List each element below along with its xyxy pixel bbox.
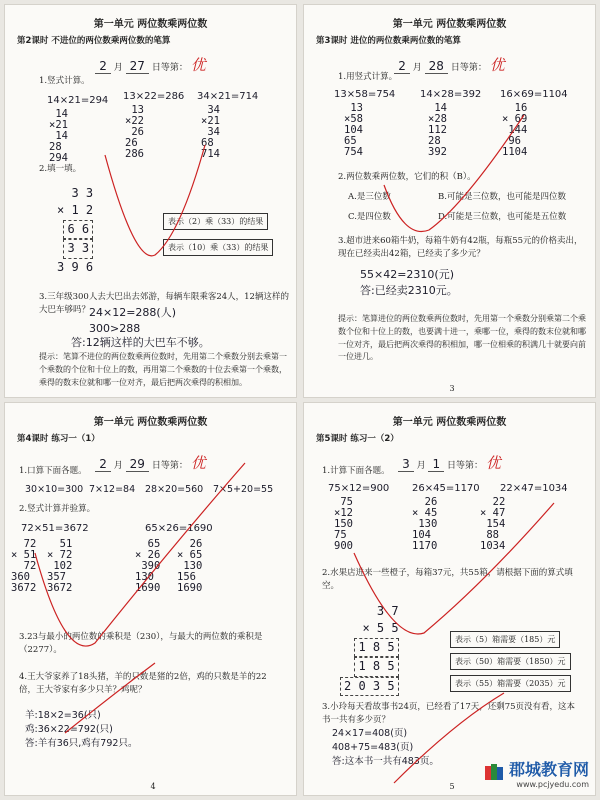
question-3: 3.23与最小的两位数的乘积是（230），与最大的两位数的乘积是（2277）。 <box>19 632 263 655</box>
equation-3: 22×47=1034 <box>500 483 568 494</box>
date-line: 3 月 1 日等第： 优 <box>304 452 595 473</box>
explain-box-2: 表示（50）箱需要（1850）元 <box>450 653 571 670</box>
lesson-title: 第4课时 练习一（1） <box>17 434 100 444</box>
answer-3-line-2: 300>288 <box>89 322 141 335</box>
worksheet-page-2 <box>4 4 297 398</box>
date-line: 2 月 27 日等第： 优 <box>5 54 296 75</box>
vertical-calc-3: 34 ×21 34 68 714 <box>201 104 220 161</box>
date-month: 3 <box>398 457 414 472</box>
vertical-calc-3: 16 × 69 144 96 1104 <box>502 102 528 159</box>
date-day: 29 <box>126 457 149 472</box>
equation-1: 13×58=754 <box>334 89 396 100</box>
worksheet-page-3 <box>303 4 596 398</box>
oral-2: 7×12=84 <box>89 484 136 495</box>
mul-factor: × 5 5 <box>362 621 399 636</box>
date-month: 2 <box>95 457 111 472</box>
equation-2: 65×26=1690 <box>145 523 213 534</box>
option-b: B.可能是三位数，也可能是四位数 <box>438 192 566 202</box>
question-2: 2.两位数乘两位数，它们的积（B）。 <box>338 172 476 182</box>
answer-3-line-1: 55×42=2310(元) <box>360 268 455 281</box>
grade-mark: 优 <box>489 56 505 74</box>
unit-title: 第一单元 两位数乘两位数 <box>392 417 507 428</box>
date-day: 28 <box>425 59 448 74</box>
partial-product-1: 6 6 <box>63 220 93 239</box>
mul-result: 2 0 3 5 <box>340 677 399 696</box>
answer-4-line-3: 答:羊有36只,鸡有792只。 <box>25 738 138 749</box>
date-suffix: 日等第： <box>151 63 188 73</box>
answer-4-line-2: 鸡:36×22=792(只) <box>25 724 113 735</box>
worksheet-page-4 <box>4 402 297 796</box>
equation-2: 26×45=1170 <box>412 483 480 494</box>
equation-2: 13×22=286 <box>123 91 185 102</box>
date-suffix: 日等第： <box>151 461 188 471</box>
mul-top: 3 7 <box>376 604 399 618</box>
grade-mark: 优 <box>190 56 206 74</box>
equation-2: 14×28=392 <box>420 89 482 100</box>
option-a: A.是三位数 <box>348 192 391 202</box>
date-line: 2 月 28 日等第： 优 <box>304 54 595 75</box>
vertical-calc-2: 65 × 26 390 130 1690 <box>135 538 161 595</box>
answer-4-line-1: 羊:18×2=36(只) <box>25 710 101 721</box>
unit-title: 第一单元 两位数乘两位数 <box>392 19 507 30</box>
hint-text: 提示：笔算进位的两位数乘两位数时，先用第一个乘数分别乘第二个乘数个位和十位上的数，也要满十进一，乘哪一位，乘得的数末位就和哪一位对齐，最后把两次乘得的积相加，哪一位相乘的积满几十就要向前一位进几。 <box>338 314 586 362</box>
books-logo-icon <box>485 764 503 780</box>
fill-multiplication <box>57 185 93 276</box>
explain-box-2: 表示（10）乘（33）的结果 <box>163 239 273 256</box>
answer-3-line-1: 24×12=288(人) <box>89 306 177 319</box>
equation-1: 14×21=294 <box>47 95 109 106</box>
question-1: 1.竖式计算。 <box>39 76 90 86</box>
unit-title: 第一单元 两位数乘两位数 <box>93 19 208 30</box>
option-c: C.是四位数 <box>348 212 391 222</box>
option-d: D.可能是三位数，也可能是五位数 <box>438 212 567 222</box>
date-day: 1 <box>428 457 444 472</box>
equation-3: 34×21=714 <box>197 91 259 102</box>
question-1: 1.用竖式计算。 <box>338 72 398 82</box>
vertical-calc-1: 75 ×12 150 75 900 <box>334 496 353 553</box>
lesson-title: 第5课时 练习一（2） <box>316 434 399 444</box>
oral-1: 30×10=300 <box>25 484 84 495</box>
mul-result: 3 9 6 <box>57 259 94 274</box>
watermark-url: www.pcjyedu.com <box>516 780 589 789</box>
question-2: 2.竖式计算并验算。 <box>19 504 96 514</box>
check-calc-1: 51 × 72 102 357 3672 <box>47 538 73 595</box>
grade-mark: 优 <box>485 454 501 472</box>
date-day: 27 <box>126 59 149 74</box>
site-watermark <box>485 757 589 790</box>
question-2: 2.水果店进来一些橙子，每箱37元，共55箱，请根据下面的算式填空。 <box>322 568 573 591</box>
lesson-title: 第3课时 进位的两位数乘两位数的笔算 <box>316 36 461 46</box>
partial-product-2: 1 8 5 <box>354 657 398 676</box>
date-month: 2 <box>394 59 410 74</box>
oral-4: 7×5+20=55 <box>213 484 274 495</box>
fill-multiplication <box>340 603 399 696</box>
question-4: 4.王大爷家养了18头猪，羊的只数是猪的2倍，鸡的只数是羊的22倍，王大爷家有多少只羊？鸡呢？ <box>19 672 267 695</box>
explain-box-3: 表示（55）箱需要（2035）元 <box>450 675 571 692</box>
answer-3-line-3: 答:这本书一共有483页。 <box>332 756 439 767</box>
question-2: 2.填一填。 <box>39 164 82 174</box>
vertical-calc-2: 26 × 45 130 104 1170 <box>412 496 438 553</box>
page-number: 5 <box>449 782 455 791</box>
answer-3-line-2: 408+75=483(页) <box>332 742 414 753</box>
question-1: 1.计算下面各题。 <box>322 466 390 476</box>
answer-3-line-3: 答:12辆这样的大巴车不够。 <box>71 336 210 349</box>
page-number: 3 <box>449 384 455 393</box>
question-1: 1.口算下面各题。 <box>19 466 87 476</box>
answer-3-line-1: 24×17=408(页) <box>332 728 408 739</box>
vertical-calc-1: 72 × 51 72 360 3672 <box>11 538 37 595</box>
vertical-calc-1: 13 ×58 104 65 754 <box>344 102 363 159</box>
question-3: 3.三年级300人去大巴出去郊游，每辆车限乘客24人，12辆这样的大巴车够吗？ <box>39 292 289 315</box>
lesson-title: 第2课时 不进位的两位数乘两位数的笔算 <box>17 36 171 46</box>
equation-3: 16×69=1104 <box>500 89 568 100</box>
explain-box-1: 表示（5）箱需要（185）元 <box>450 631 560 648</box>
vertical-calc-1: 14 ×21 14 28 294 <box>49 108 68 165</box>
worksheet-page-5 <box>303 402 596 796</box>
check-calc-2: 26 × 65 130 156 1690 <box>177 538 203 595</box>
answer-3-line-2: 答:已经卖2310元。 <box>360 284 458 297</box>
partial-product-1: 1 8 5 <box>354 638 398 657</box>
watermark-title: 郡城教育网 <box>508 759 589 779</box>
unit-title: 第一单元 两位数乘两位数 <box>93 417 208 428</box>
partial-product-2: 3 3 <box>63 239 93 258</box>
mul-top: 3 3 <box>71 186 94 200</box>
date-suffix: 日等第： <box>446 461 483 471</box>
vertical-calc-2: 14 ×28 112 28 392 <box>428 102 447 159</box>
mul-factor: × 1 2 <box>57 203 94 218</box>
hint-text: 提示：笔算不进位的两位数乘两位数时，先用第二个乘数分别去乘第一个乘数的个位和十位上的数，再用第二个乘数的十位去乘第一个乘数，乘得的数末位就和哪一位对齐，最后把两次乘得的积相加。 <box>39 352 287 387</box>
date-line: 2 月 29 日等第： 优 <box>5 452 296 473</box>
date-suffix: 日等第： <box>450 63 487 73</box>
oral-3: 28×20=560 <box>145 484 204 495</box>
question-3: 3.超市进来60箱牛奶，每箱牛奶有42瓶，每瓶55元的价格卖出，现在已经卖出42箱，已经卖了多少元？ <box>338 236 583 259</box>
grade-mark: 优 <box>190 454 206 472</box>
equation-1: 72×51=3672 <box>21 523 89 534</box>
explain-box-1: 表示（2）乘（33）的结果 <box>163 213 268 230</box>
equation-1: 75×12=900 <box>328 483 390 494</box>
question-3: 3.小玲每天看故事书24页，已经看了17天，还剩75页没有看，这本书一共有多少页？ <box>322 702 576 725</box>
vertical-calc-3: 22 × 47 154 88 1034 <box>480 496 506 553</box>
page-number: 4 <box>150 782 156 791</box>
vertical-calc-2: 13 ×22 26 26 286 <box>125 104 144 161</box>
date-month: 2 <box>95 59 111 74</box>
